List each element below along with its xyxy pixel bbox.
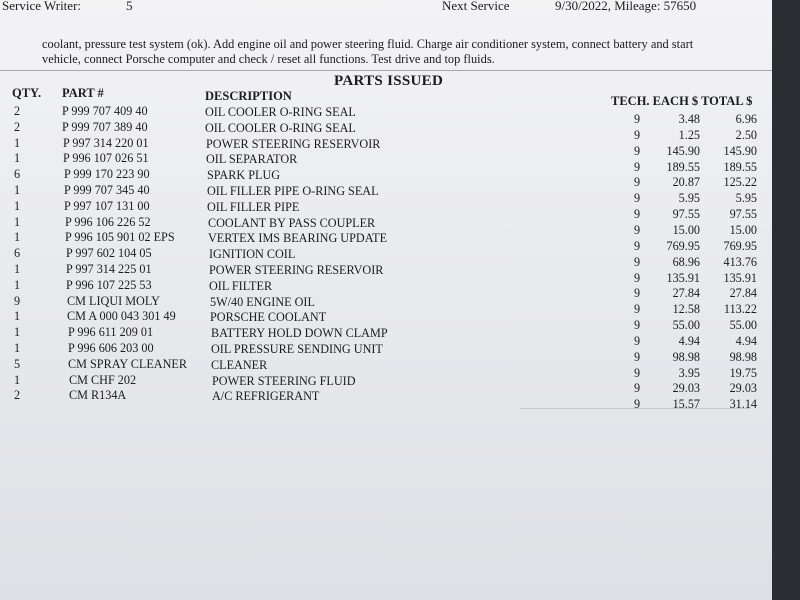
row-qty: 1 <box>14 230 21 245</box>
column-header-tech-each-total: TECH. EACH $ TOTAL $ <box>611 94 753 108</box>
row-each-price: 27.84 <box>672 286 700 301</box>
row-qty: 1 <box>14 309 21 324</box>
column-header-qty: QTY. <box>12 86 42 100</box>
row-description: POWER STEERING FLUID <box>212 373 356 388</box>
row-qty: 1 <box>14 135 21 150</box>
row-part-number: P 999 707 409 40 <box>62 104 148 118</box>
row-tech: 9 <box>634 365 641 380</box>
row-qty: 2 <box>14 104 21 118</box>
row-description: OIL COOLER O-RING SEAL <box>205 120 356 135</box>
row-part-number: P 996 606 203 00 <box>68 341 154 355</box>
row-each-price: 1.25 <box>678 127 700 142</box>
row-qty: 2 <box>14 388 21 403</box>
row-part-number: CM SPRAY CLEANER <box>68 356 187 371</box>
row-each-price: 55.00 <box>672 318 700 333</box>
row-tech: 9 <box>634 270 641 285</box>
row-description: OIL FILLER PIPE <box>207 199 300 214</box>
row-tech: 9 <box>634 333 641 348</box>
row-qty: 1 <box>14 183 21 197</box>
row-description: OIL FILLER PIPE O-RING SEAL <box>207 184 379 198</box>
row-tech: 9 <box>634 381 641 396</box>
row-part-number: P 997 314 220 01 <box>63 135 149 150</box>
row-each-price: 98.98 <box>672 349 700 364</box>
row-tech: 9 <box>634 222 641 237</box>
notes-line-1: coolant, pressure test system (ok). Add engine oil and power steering fluid. Charge air conditioner system, connect battery and start <box>42 37 694 51</box>
row-total-price: 125.22 <box>723 175 757 190</box>
row-qty: 1 <box>14 151 21 166</box>
row-each-price: 145.90 <box>666 143 700 158</box>
row-tech: 9 <box>634 349 641 364</box>
row-total-price: 31.14 <box>729 397 757 412</box>
row-each-price: 68.96 <box>672 254 700 269</box>
row-part-number: P 997 314 225 01 <box>66 262 152 276</box>
row-qty: 9 <box>14 293 21 308</box>
row-each-price: 15.57 <box>672 397 700 412</box>
row-tech: 9 <box>634 175 641 190</box>
row-tech: 9 <box>634 286 641 301</box>
row-qty: 1 <box>14 277 21 292</box>
row-tech: 9 <box>634 318 641 333</box>
row-tech: 9 <box>634 112 641 126</box>
row-description: OIL PRESSURE SENDING UNIT <box>211 342 383 356</box>
row-part-number: P 996 611 209 01 <box>68 325 154 340</box>
column-header-description: DESCRIPTION <box>205 89 292 103</box>
row-total-price: 19.75 <box>729 365 757 380</box>
row-qty: 5 <box>14 356 21 371</box>
row-total-price: 413.76 <box>723 254 757 269</box>
row-tech: 9 <box>634 143 641 158</box>
row-each-price: 15.00 <box>672 222 700 237</box>
row-description: SPARK PLUG <box>207 168 281 183</box>
row-qty: 2 <box>14 119 21 134</box>
row-tech: 9 <box>634 302 641 317</box>
row-part-number: P 996 107 225 53 <box>66 277 152 292</box>
row-each-price: 4.94 <box>678 333 700 348</box>
row-part-number: P 997 107 131 00 <box>64 198 150 213</box>
row-description: PORSCHE COOLANT <box>210 310 327 325</box>
section-title: PARTS ISSUED <box>334 73 444 89</box>
row-description: OIL COOLER O-RING SEAL <box>205 105 356 119</box>
row-each-price: 3.48 <box>678 112 700 126</box>
row-part-number: CM LIQUI MOLY <box>67 293 160 308</box>
column-header-part: PART # <box>62 86 104 100</box>
row-description: POWER STEERING RESERVOIR <box>206 136 381 151</box>
row-total-price: 113.22 <box>723 302 757 317</box>
service-writer-value: 5 <box>126 0 133 13</box>
row-description: A/C REFRIGERANT <box>212 389 320 404</box>
row-each-price: 20.87 <box>672 175 700 190</box>
row-part-number: P 996 105 901 02 EPS <box>65 230 175 245</box>
row-each-price: 97.55 <box>672 207 700 222</box>
row-total-price: 6.96 <box>735 112 757 126</box>
row-tech: 9 <box>634 254 641 269</box>
row-qty: 1 <box>14 325 21 340</box>
row-each-price: 5.95 <box>678 191 700 206</box>
row-part-number: P 999 707 389 40 <box>62 119 148 134</box>
row-description: OIL FILTER <box>209 278 273 293</box>
row-part-number: P 999 170 223 90 <box>64 167 150 182</box>
row-tech: 9 <box>634 397 641 412</box>
row-part-number: P 996 106 226 52 <box>65 214 151 229</box>
row-each-price: 135.91 <box>666 270 700 285</box>
row-each-price: 12.58 <box>672 302 700 317</box>
row-total-price: 2.50 <box>735 127 757 142</box>
row-description: BATTERY HOLD DOWN CLAMP <box>211 326 388 341</box>
notes-line-2: vehicle, connect Porsche computer and check / reset all functions. Test drive and top fluids. <box>42 52 495 66</box>
row-tech: 9 <box>634 127 641 142</box>
row-qty: 1 <box>14 262 21 276</box>
row-total-price: 55.00 <box>729 318 757 333</box>
row-description: IGNITION COIL <box>209 247 296 262</box>
row-tech: 9 <box>634 191 641 206</box>
row-each-price: 189.55 <box>666 159 700 174</box>
row-part-number: P 999 707 345 40 <box>64 183 150 197</box>
row-tech: 9 <box>634 159 641 174</box>
row-total-price: 189.55 <box>723 159 757 174</box>
row-part-number: CM R134A <box>69 388 127 403</box>
row-description: 5W/40 ENGINE OIL <box>210 294 315 309</box>
row-qty: 6 <box>14 167 21 182</box>
row-total-price: 769.95 <box>723 238 757 253</box>
row-part-number: P 997 602 104 05 <box>66 246 152 261</box>
service-notes <box>42 37 762 67</box>
next-service-label: Next Service <box>442 0 510 13</box>
row-description: OIL SEPARATOR <box>206 152 298 167</box>
row-each-price: 769.95 <box>666 238 700 253</box>
next-service-value: 9/30/2022, Mileage: 57650 <box>555 0 697 13</box>
row-total-price: 5.95 <box>735 191 757 206</box>
row-total-price: 27.84 <box>729 286 757 301</box>
row-description: CLEANER <box>211 357 268 372</box>
row-description: POWER STEERING RESERVOIR <box>209 263 384 277</box>
totals-divider <box>520 408 750 409</box>
row-total-price: 29.03 <box>729 381 757 396</box>
row-total-price: 135.91 <box>723 270 757 285</box>
row-total-price: 145.90 <box>723 143 757 158</box>
row-each-price: 3.95 <box>678 365 700 380</box>
row-tech: 9 <box>634 207 641 222</box>
row-total-price: 97.55 <box>729 207 757 222</box>
service-writer-label: Service Writer: <box>2 0 82 13</box>
row-tech: 9 <box>634 238 641 253</box>
row-qty: 1 <box>14 214 21 229</box>
row-total-price: 98.98 <box>729 349 757 364</box>
row-qty: 1 <box>14 341 21 355</box>
row-part-number: CM A 000 043 301 49 <box>67 309 176 324</box>
row-each-price: 29.03 <box>672 381 700 396</box>
row-qty: 6 <box>14 246 21 261</box>
row-qty: 1 <box>14 372 21 387</box>
row-part-number: P 996 107 026 51 <box>63 151 149 166</box>
row-total-price: 15.00 <box>729 222 757 237</box>
row-part-number: CM CHF 202 <box>69 372 137 387</box>
row-description: COOLANT BY PASS COUPLER <box>208 215 376 230</box>
row-description: VERTEX IMS BEARING UPDATE <box>208 231 388 246</box>
row-total-price: 4.94 <box>735 333 757 348</box>
row-qty: 1 <box>14 198 21 213</box>
divider <box>0 70 772 71</box>
